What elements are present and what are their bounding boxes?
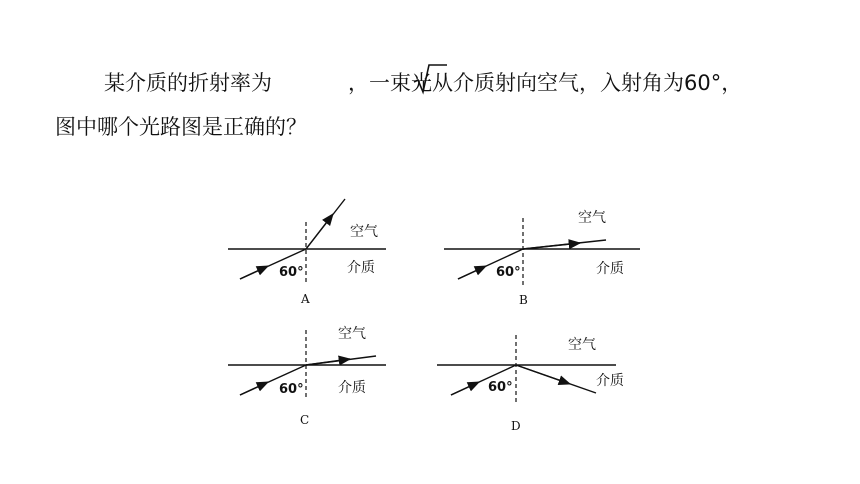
air-label: 空气 (578, 210, 606, 226)
question-line-1-suffix: ，一束光从介质射向空气，入射角为60°， (348, 71, 743, 95)
medium-label: 介质 (338, 380, 366, 396)
incident-arrow (451, 382, 479, 395)
incident-arrow (458, 266, 486, 279)
angle-label: 60° (496, 265, 521, 280)
reflected-arrow (516, 365, 570, 384)
medium-label: 介质 (596, 261, 624, 277)
incident-arrow (240, 266, 268, 279)
option-letter: B (519, 293, 528, 307)
diagram-c (228, 325, 386, 427)
option-letter: C (300, 413, 310, 427)
refracted-arrow (306, 214, 333, 249)
option-letter: A (301, 292, 310, 306)
incident-arrow (240, 382, 268, 395)
air-label: 空气 (568, 337, 596, 353)
diagram-b (444, 209, 640, 307)
diagram-d (437, 335, 624, 433)
medium-label: 介质 (596, 373, 624, 389)
question-line-1-prefix: 某介质的折射率为 (104, 71, 272, 95)
medium-label: 介质 (347, 260, 375, 276)
question-line-2: 图中哪个光路图是正确的？ (55, 115, 307, 139)
angle-label: 60° (279, 265, 304, 280)
refracted-arrow (523, 243, 580, 249)
air-label: 空气 (338, 326, 366, 342)
air-label: 空气 (350, 224, 378, 240)
diagram-a (228, 199, 386, 306)
refracted-arrow (306, 359, 350, 365)
angle-label: 60° (279, 382, 304, 397)
angle-label: 60° (488, 380, 513, 395)
option-letter: D (511, 419, 521, 433)
